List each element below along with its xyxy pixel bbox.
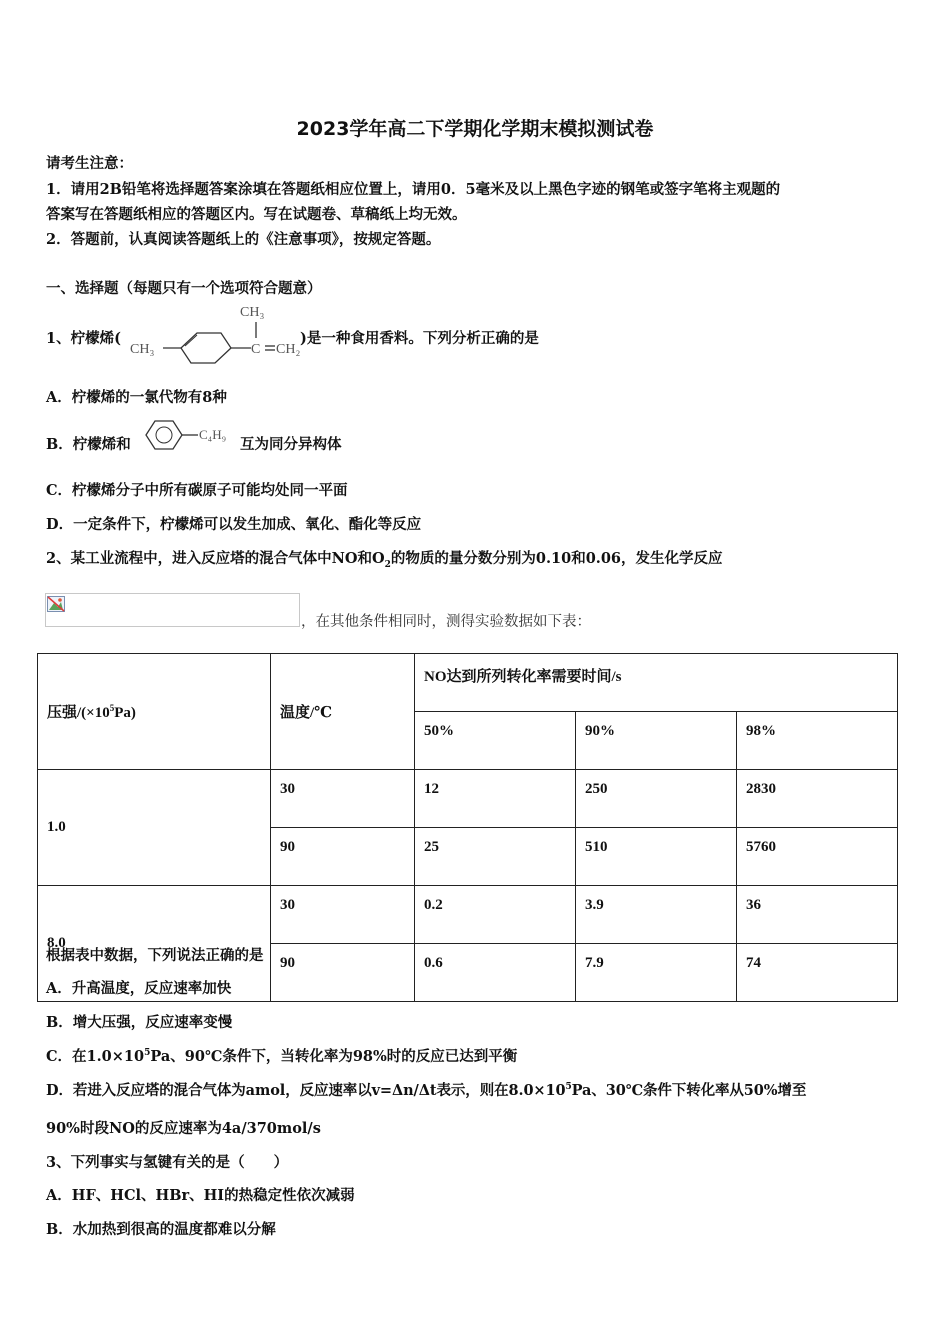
q2-stem: 2、某工业流程中，进入反应塔的混合气体中NO和$O_2$的物质的量分数分别为0.10和0.06，发生化学反应 <box>46 550 723 570</box>
q1-option-d: D．一定条件下，柠檬烯可以发生加成、氧化、酯化等反应 <box>46 516 422 533</box>
cell-t98: 2830 <box>737 770 898 828</box>
limonene-structure <box>125 300 303 364</box>
cell-t50: 0.2 <box>415 886 576 944</box>
q3-option-b: B．水加热到很高的温度都难以分解 <box>46 1221 276 1238</box>
page-title: 2023学年高二下学期化学期末模拟测试卷 <box>296 118 654 140</box>
reaction-equation-image <box>45 593 300 627</box>
cell-pressure: 8.0 <box>38 886 271 1002</box>
q2-stem-2: ，在其他条件相同时，测得实验数据如下表： <box>301 614 591 630</box>
cell-temp: 90 <box>271 828 415 886</box>
mol-c: C <box>251 342 261 357</box>
q2-option-a: A．升高温度，反应速率加快 <box>46 980 232 997</box>
q2-option-d: D．若进入反应塔的混合气体为amol，反应速率以v=Δn/Δt表示，则在$8.0\times 10^5Pa$、30℃条件下转化率从50%增至 <box>46 1082 807 1099</box>
cell-temp: 90 <box>271 944 415 1002</box>
mol-ch3-left: CH₃ <box>130 342 155 357</box>
header-50: 50% <box>415 712 576 770</box>
table-row <box>38 770 898 828</box>
q2-option-d-line2: 90%时段NO的反应速率为4a/370mol/s <box>46 1120 321 1137</box>
table-header-row <box>38 654 898 712</box>
q1-option-c: C．柠檬烯分子中所有碳原子可能均处同一平面 <box>46 482 348 499</box>
cell-t90: 3.9 <box>576 886 737 944</box>
cell-t50: 12 <box>415 770 576 828</box>
notice-line-3: 2．答题前，认真阅读答题纸上的《注意事项》，按规定答题。 <box>46 231 441 248</box>
cell-t98: 74 <box>737 944 898 1002</box>
benzene-c4h9-structure <box>142 418 242 452</box>
cell-t98: 36 <box>737 886 898 944</box>
mol-ch2: CH₂ <box>276 342 301 357</box>
broken-image-icon <box>47 596 65 612</box>
section-heading: 一、选择题（每题只有一个选项符合题意） <box>46 280 322 297</box>
q2-option-b: B．增大压强，反应速率变慢 <box>46 1014 233 1031</box>
cell-temp: 30 <box>271 886 415 944</box>
q1-option-a: A．柠檬烯的一氯代物有8种 <box>46 389 227 406</box>
header-pressure: 压强$/(\times 10^5Pa)$ <box>38 654 271 770</box>
q2-option-c: C．在$1.0\times 10^5Pa$、90℃条件下，当转化率为98%时的反应已达到平衡 <box>46 1048 518 1065</box>
q1-stem-suffix: )是一种食用香料。下列分析正确的是 <box>300 330 539 347</box>
cell-t90: 250 <box>576 770 737 828</box>
header-time: NO达到所列转化率需要时间/s <box>415 654 898 712</box>
header-90: 90% <box>576 712 737 770</box>
benzene-circle <box>156 427 172 443</box>
cell-t98: 5760 <box>737 828 898 886</box>
q2-after-table: 根据表中数据，下列说法正确的是 <box>46 947 264 964</box>
q3-option-a: A．HF、HCl、HBr、HI的热稳定性依次减弱 <box>46 1187 355 1204</box>
notice-heading: 请考生注意： <box>46 155 133 172</box>
q1-option-b-suffix: 互为同分异构体 <box>240 436 342 453</box>
mol-ch3-top: CH₃ <box>240 305 265 320</box>
cell-t50: 0.6 <box>415 944 576 1002</box>
cell-t90: 510 <box>576 828 737 886</box>
notice-line-2: 答案写在答题纸相应的答题区内。写在试题卷、草稿纸上均无效。 <box>46 206 467 223</box>
header-98: 98% <box>737 712 898 770</box>
q1-stem-prefix: 1、柠檬烯( <box>46 330 121 347</box>
notice-line-1: 1．请用2B铅笔将选择题答案涂填在答题纸相应位置上，请用0．5毫米及以上黑色字迹的钢笔或签字笔将主观题的 <box>46 181 781 198</box>
table-row <box>38 886 898 944</box>
cell-pressure: 1.0 <box>38 770 271 886</box>
mol-ring-double-bond <box>185 335 197 346</box>
q1-option-b-prefix: B．柠檬烯和 <box>46 436 131 453</box>
cell-t90: 7.9 <box>576 944 737 1002</box>
cell-temp: 30 <box>271 770 415 828</box>
header-temperature: 温度/℃ <box>271 654 415 770</box>
benzene-substituent: C₄H₉ <box>199 427 227 442</box>
q3-stem: 3、下列事实与氢键有关的是（ ） <box>46 1154 289 1171</box>
mol-ring <box>181 333 231 363</box>
benzene-ring <box>146 421 182 449</box>
cell-t50: 25 <box>415 828 576 886</box>
